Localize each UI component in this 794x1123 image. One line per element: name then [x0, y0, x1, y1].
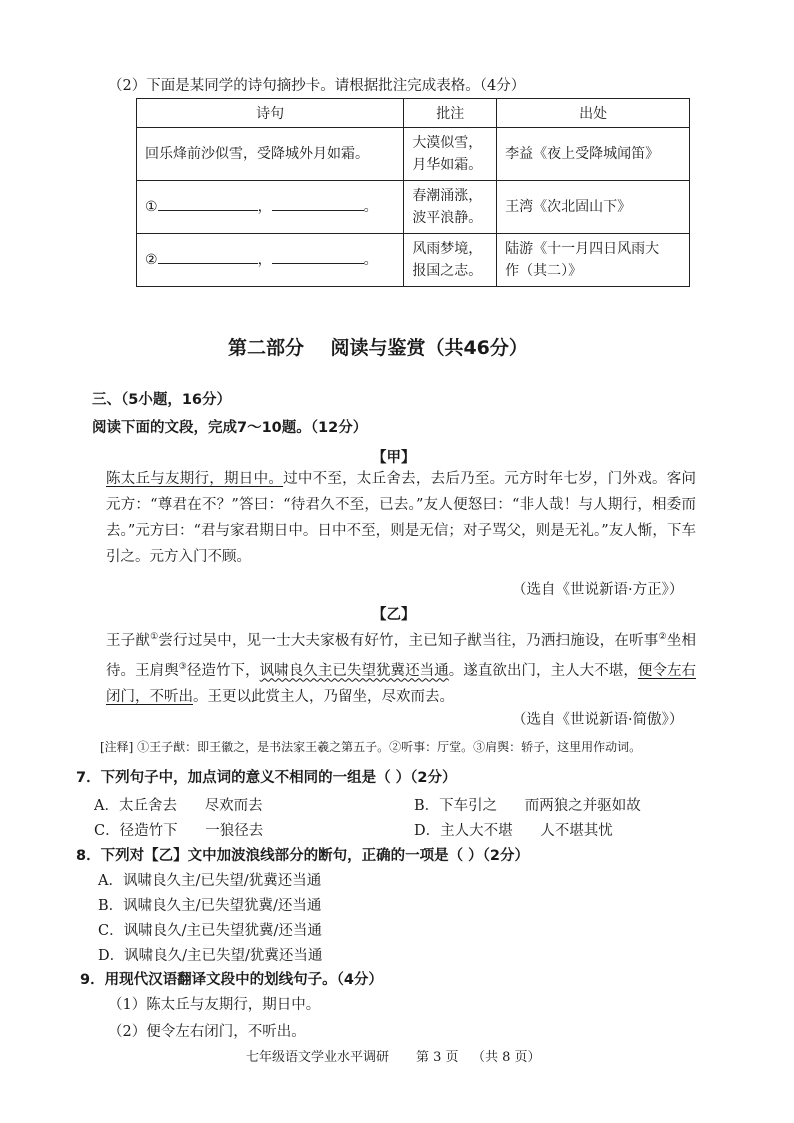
- passage-text: 王子猷: [106, 632, 151, 649]
- poem-excerpt-table: [136, 98, 690, 287]
- passage-text: 径造竹下，: [186, 662, 260, 679]
- source-cell: [497, 234, 690, 287]
- source-cell: 李益《夜上受降城闻笛》: [497, 128, 690, 181]
- translation-item: （1）陈太丘与友期行，期日中。: [108, 997, 321, 1013]
- note-line: 月华如霜。: [412, 157, 483, 173]
- answer-blank[interactable]: [272, 196, 364, 211]
- source-cell: 王湾《次北固山下》: [497, 181, 690, 234]
- passage-source: （选自《世说新语·简傲》）: [512, 712, 684, 728]
- option-b[interactable]: B．下车引之 而两狼之并驱如故: [414, 798, 641, 814]
- poem-cell: 回乐烽前沙似雪，受降城外月如霜。: [137, 128, 404, 181]
- option-c[interactable]: C．讽啸良久/主已失望犹冀/还当通: [98, 923, 322, 939]
- poem-cell: [137, 181, 404, 234]
- underlined-sentence: 便令左右闭门，不听出: [106, 662, 697, 705]
- option-b[interactable]: B．讽啸良久主/已失望犹冀/还当通: [98, 898, 322, 914]
- passage-text: 过中不至，太丘舍去，去后乃至。元方时年七岁，门外戏。客问元方：“尊君在不？”答曰：“待君久不至，已去。”友人便怒曰：“非人哉！与人期行，相委而去。”元方曰：“君与家君期日中。日中不至，则是无信；对子骂父，则是无礼。”友人惭，下车引之。元方入门不顾。: [106, 471, 696, 565]
- circled-number: ①: [145, 199, 158, 215]
- comma: ，: [257, 199, 272, 215]
- part-title: 第二部分 阅读与鉴赏（共46分）: [228, 337, 528, 359]
- page-number: 第 3 页: [416, 1050, 459, 1065]
- table-row: [137, 128, 690, 181]
- note-cell: [404, 181, 497, 234]
- source-line: 陆游《十一月四日风雨大: [505, 241, 660, 257]
- footer-title: 七年级语文学业水平调研: [246, 1050, 390, 1065]
- wavy-underlined-text: 讽啸良久主已失望犹冀还当通: [259, 662, 449, 679]
- table-row: [137, 234, 690, 287]
- note-line: 报国之志。: [412, 263, 483, 279]
- passage-text: 尝行过吴中，见一士大夫家极有好竹，主已知子猷当往，乃洒扫施设，在听事: [158, 632, 659, 649]
- underlined-sentence: 陈太丘与友期行，期日中。: [106, 471, 284, 487]
- page-total: （共 8 页）: [472, 1050, 541, 1065]
- question-9-stem: 9．用现代汉语翻译文段中的划线句子。（4分）: [80, 972, 383, 988]
- note-line: 春潮涌涨，: [412, 188, 483, 204]
- option-a[interactable]: A．太丘舍去 尽欢而去: [94, 798, 263, 814]
- period: 。: [363, 199, 378, 215]
- passage-source: （选自《世说新语·方正》）: [512, 582, 684, 598]
- comma: ，: [257, 252, 272, 268]
- question-7-stem: 7．下列句子中，加点词的意义不相同的一组是（ ）（2分）: [76, 770, 457, 786]
- column-header-note: 批注: [404, 99, 497, 128]
- section-heading: 三、（5小题，16分）: [92, 392, 232, 408]
- circled-number: ②: [145, 252, 158, 268]
- note-line: 大漠似雪，: [412, 135, 483, 151]
- passage-jia: [106, 466, 696, 570]
- passage-text: 。王更以此赏主人，乃留坐，尽欢而去。: [193, 688, 454, 705]
- footnote-marker: ③: [178, 661, 187, 672]
- annotation-notes: [注释] ①王子猷：即王徽之，是书法家王羲之第五子。②听事：厅堂。③肩舆：轿子，这里用作动词。: [100, 740, 642, 754]
- answer-blank[interactable]: [158, 196, 258, 211]
- period: 。: [363, 252, 378, 268]
- passage-yi: [106, 624, 696, 710]
- footnote-marker: ②: [658, 632, 667, 642]
- section-instruction: 阅读下面的文段，完成7～10题。（12分）: [92, 420, 368, 436]
- poem-cell: [137, 234, 404, 287]
- passage-text: 坐相待。王肩舆: [106, 632, 697, 679]
- footnote-marker: ①: [150, 632, 159, 642]
- column-header-source: 出处: [497, 99, 690, 128]
- answer-blank[interactable]: [272, 249, 364, 264]
- passage-label-yi: 【乙】: [372, 607, 416, 623]
- passage-text: 。遂直欲出门，主人大不堪，: [448, 662, 638, 679]
- note-line: 风雨梦境，: [412, 241, 483, 257]
- option-d[interactable]: D．讽啸良久/主已失望/犹冀还当通: [98, 948, 323, 964]
- translation-item: （2）便令左右闭门，不听出。: [108, 1024, 306, 1040]
- table-header-row: [137, 99, 690, 128]
- question-2-intro: （2）下面是某同学的诗句摘抄卡。请根据批注完成表格。（4分）: [108, 78, 526, 94]
- passage-label-jia: 【甲】: [372, 450, 416, 466]
- note-cell: [404, 128, 497, 181]
- table-row: [137, 181, 690, 234]
- note-cell: [404, 234, 497, 287]
- option-d[interactable]: D．主人大不堪 人不堪其忧: [414, 823, 613, 839]
- source-line: 作（其二）》: [505, 263, 583, 279]
- note-line: 波平浪静。: [412, 210, 483, 226]
- option-c[interactable]: C．径造竹下 一狼径去: [94, 823, 264, 839]
- answer-blank[interactable]: [158, 249, 258, 264]
- option-a[interactable]: A．讽啸良久主/已失望/犹冀还当通: [98, 873, 322, 889]
- column-header-poem: 诗句: [137, 99, 404, 128]
- question-8-stem: 8．下列对【乙】文中加波浪线部分的断句，正确的一项是（ ）（2分）: [76, 848, 529, 864]
